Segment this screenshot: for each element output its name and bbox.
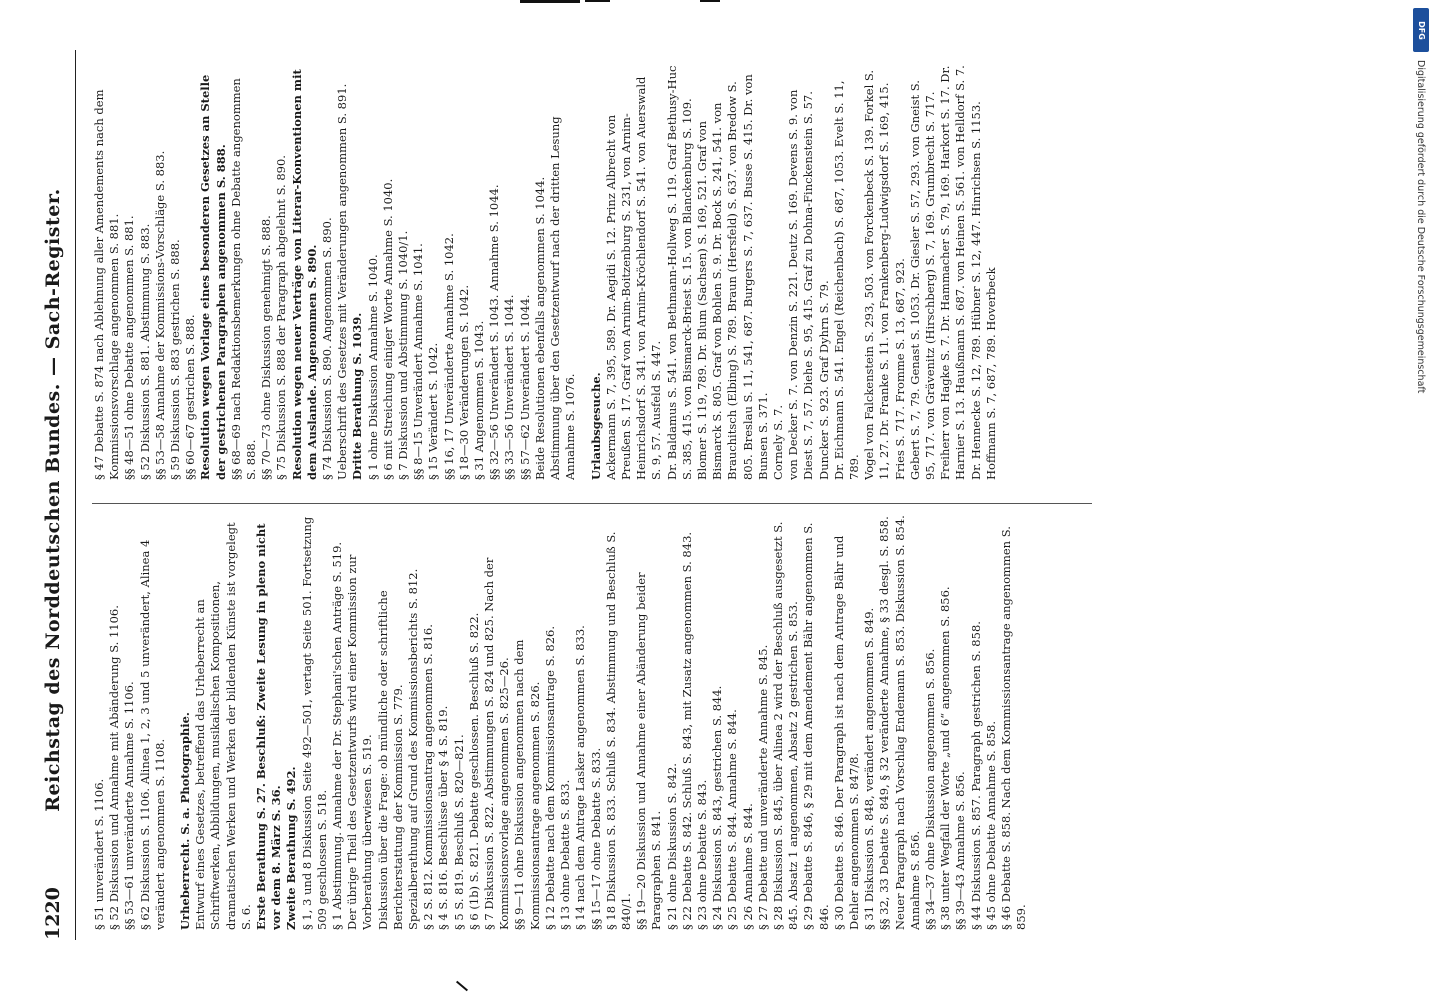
register-entry: § 13 ohne Debatte S. 833. — [558, 779, 573, 930]
register-entry: Ueberschrift des Gesetzes mit Veränderungen angenommen S. 891. — [335, 83, 350, 480]
register-entry: Dritte Berathung S. 1039. — [350, 312, 365, 480]
register-entry: § 21 ohne Diskussion S. 842. — [664, 763, 679, 930]
register-entry: §§ 60—67 gestrichen S. 888. — [183, 314, 198, 480]
register-entry: § 1 Abstimmung. Annahme der Dr. Stephani'schen Anträge S. 519. — [330, 541, 345, 930]
left-column — [92, 515, 1152, 930]
register-entry: Erste Berathung S. 27. Beschluß: Zweite Lesung in pleno nicht vor dem 8. März S. 36. — [254, 523, 284, 930]
register-entry: §§ 32, 33 Debatte S. 849, § 32 veränderte Annahme, § 33 desgl. S. 858. Neuer Paragraph nach Vorschlag Endemann S. 853. Diskussion S. 854. Annahme S. 856. — [877, 515, 922, 930]
register-entry: von Decker S. 7. von Denzin S. 221. Deutz S. 169. Devens S. 9. von Diest S. 7, 57. Diehe S. 95, 415. Graf zu Dohna-Finckenstein S. 57. Duncker S. 923. Graf Dyhrn S. 79. — [786, 89, 831, 480]
register-entry: § 74 Diskussion S. 890. Angenommen S. 890. — [320, 217, 335, 480]
register-entry: §§ 32—56 Unverändert S. 1043. Annahme S. 1044. — [487, 184, 502, 480]
digitization-credit — [1410, 60, 1426, 760]
register-entry: § 15 Verändert S. 1042. — [426, 342, 441, 480]
register-entry — [579, 65, 589, 480]
register-entry: §§ 34—37 ohne Diskussion angenommen S. 856. — [922, 648, 937, 930]
register-entry: §§ 48—51 ohne Debatte angenommen S. 881. — [122, 215, 137, 480]
page-number: 1220 — [42, 887, 64, 940]
register-entry: § 12 Debatte nach dem Kommissionsantrage S. 826. — [542, 626, 557, 930]
register-entry: § 52 Diskussion S. 881. Abstimmung S. 883. — [137, 223, 152, 480]
register-entry: Dr. Baldamus S. 541. von Bethmann-Hollweg S. 119. Graf Bethusy-Huc S. 385, 415. von Bismarck-Briest S. 15. von Blanckenburg S. 109. Blomer S. 119, 789. Dr. Blum (Sachsen) S. 169, 521. Graf von Bismarck S. 805. Graf von Bohlen S. 9. Dr. Bock S. 241, 541. von Brauchitsch (Elbing) S. 789. Braun (Hersfeld) S. 637. von Bredow S. 805. Breslau S. 11, 541, 687. Burgers S. 7, 637. Busse S. 415. Dr. von Bunsen S. 371. — [664, 65, 770, 480]
register-entry: § 47 Debatte S. 874 nach Ablehnung aller Amendements nach dem Kommissionsvorschlage angenommen S. 881. — [92, 89, 122, 480]
register-entry: § 30 Debatte S. 846. Der Paragraph ist nach dem Antrage Bähr und Dehler angenommen S. 847/8. — [831, 535, 861, 930]
register-entry: Vogel von Falckenstein S. 293, 503. von Forckenbeck S. 139. Forkel S. 11, 27. Dr. Franke S. 11. von Frankenberg-Ludwigsdorf S. 169, 415. Fries S. 717. Fromme S. 13, 687, 923. — [862, 69, 907, 480]
register-entry: § 4 S. 816. Beschlüsse über § 4 S. 819. — [436, 705, 451, 930]
register-entry: § 52 Diskussion und Annahme mit Abänderung S. 1106. — [107, 605, 122, 930]
register-entry: § 7 Diskussion S. 822. Abstimmungen S. 824 und 825. Nach der Kommissionsvorlage angenommen S. 825—26. — [482, 557, 512, 930]
register-entry: § 51 unverändert S. 1106. — [92, 778, 106, 930]
register-entry: Cornely S. 7. — [770, 404, 785, 480]
register-entry: §§ 15—17 ohne Debatte S. 833. — [588, 747, 603, 930]
right-column — [92, 65, 1152, 480]
register-entry: Urheberrecht. S. a. Photographie. — [178, 712, 193, 930]
register-entry: Freiherr von Hagke S. 7. Dr. Hammacher S. 79, 169. Harkort S. 17. Dr. Harnier S. 13. Haußmann S. 687. von Heinen S. 561. von Helldorf S. 7. Dr. Hennecke S. 12, 789. Hübner S. 12, 447. Hinrichsen S. 1153. Hoffmann S. 7, 687, 789. Hoverbeck — [938, 65, 998, 480]
dfg-logo: DFG — [1413, 8, 1429, 52]
register-entry — [168, 515, 178, 930]
register-entry: Diskussion über die Frage: ob mündliche oder schriftliche Berichterstattung der Kommission S. 779. — [375, 590, 405, 930]
register-entry: § 24 Diskussion S. 843, gestrichen S. 844. — [710, 685, 725, 930]
register-entry: § 29 Debatte S. 846, § 29 mit dem Amendement Bähr angenommen S. 846. — [801, 522, 831, 930]
register-entry: § 6 mit Streichung einiger Worte Annahme S. 1040. — [380, 178, 395, 480]
register-entry: § 31 Diskussion S. 848, verändert angenommen S. 849. — [862, 607, 877, 930]
register-entry: Gebert S. 7, 79. Genast S. 1053. Dr. Giesler S. 57, 293. von Gneist S. 95, 717. von Grävenitz (Hirschberg) S. 7, 169. Grumbrecht S. 717. — [907, 80, 937, 480]
register-entry: Beide Resolutionen ebenfalls angenommen S. 1044. — [532, 176, 547, 480]
register-entry: §§ 57—62 Unverändert S. 1044. — [517, 294, 532, 480]
scan-artifact — [585, 0, 610, 2]
register-entry: § 62 Diskussion S. 1106. Alinea 1, 2, 3 und 5 unverändert, Alinea 4 verändert angenommen S. 1108. — [137, 539, 167, 930]
register-entry: § 75 Diskussion S. 888 der Paragraph abgelehnt S. 890. — [274, 155, 289, 480]
register-entry: § 22 Debatte S. 842. Schluß S. 843, mit Zusatz angenommen S. 843. — [679, 531, 694, 930]
register-entry: §§ 33—56 Unverändert S. 1044. — [502, 294, 517, 480]
register-entry: §§ 70—73 ohne Diskussion genehmigt S. 888. — [259, 215, 274, 480]
register-entry: § 23 ohne Debatte S. 843. — [694, 779, 709, 930]
running-header — [42, 60, 72, 940]
header-rule — [75, 50, 76, 940]
register-entry: § 2 S. 812. Kommissionsantrag angenommen S. 816. — [421, 624, 436, 930]
credit-text: Digitalisierung gefördert durch die Deutsche Forschungsgemeinschaft — [1415, 60, 1426, 394]
scan-artifact — [520, 0, 580, 3]
register-entry: § 38 unter Wegfall der Worte „und 6“ angenommen S. 856. — [938, 586, 953, 930]
register-entry: §§ 19—20 Diskussion und Annahme einer Abänderung beider Paragraphen S. 841. — [634, 572, 664, 930]
register-entry: §§ 39—43 Annahme S. 856. — [953, 771, 968, 930]
register-entry: Entwurf eines Gesetzes, betreffend das Urheberrecht an Schriftwerken, Abbildungen, musikalischen Kompositionen, dramatischen Werken und Werken der bildenden Künste ist vorgelegt S. 6. — [193, 522, 253, 930]
register-entry: Der übrige Theil des Gesetzentwurfs wird einer Kommission zur Vorberathung überwiesen S. 519. — [345, 554, 375, 930]
register-entry: § 1 ohne Diskussion Annahme S. 1040. — [365, 254, 380, 480]
column-divider — [92, 503, 1092, 504]
page-title: Reichstag des Norddeutschen Bundes. — Sach-Register. — [42, 188, 64, 812]
register-entry: § 1, 3 und 8 Diskussion Seite 492—501, vertagt Seite 501. Fortsetzung 509 geschlossen S. 518. — [299, 516, 329, 930]
register-entry: § 45 ohne Debatte Annahme S. 858. — [983, 721, 998, 930]
register-entry: § 18 Diskussion S. 833. Schluß S. 834. Abstimmung und Beschluß S. 840/1. — [603, 531, 633, 930]
register-entry: § 28 Diskussion S. 845, über Alinea 2 wird der Beschluß ausgesetzt S. 845. Absatz 1 angenommen, Absatz 2 gestrichen S. 853. — [770, 521, 801, 930]
register-entry: §§ 53—61 unveränderte Annahme S. 1106. — [122, 681, 137, 930]
register-entry: § 6 (1b) S. 821. Debatte geschlossen. Beschluß S. 822. — [466, 612, 481, 930]
register-entry: § 46 Debatte S. 858. Nach dem Kommissionsantrage angenommen S. 859. — [998, 526, 1029, 930]
register-entry: §§ 8—15 Unverändert Annahme S. 1041. — [411, 243, 426, 480]
register-entry: § 31 Angenommen S. 1043. — [472, 320, 487, 480]
register-entry: §§ 53—58 Annahme der Kommissions-Vorschläge S. 883. — [152, 150, 167, 480]
register-entry: §§ 16, 17 Unveränderte Annahme S. 1042. — [441, 233, 456, 480]
register-entry: § 18—30 Veränderungen S. 1042. — [456, 284, 471, 480]
scan-artifact — [700, 0, 720, 2]
register-entry: §§ 9—11 ohne Diskussion angenommen nach dem Kommissionsantrage angenommen S. 826. — [512, 639, 542, 930]
register-entry: Resolution wegen neuer Verträge von Literar-Konventionen mit dem Auslande. Angenommen S. 890. — [289, 69, 319, 480]
register-entry: § 27 Debatte und unveränderte Annahme S. 845. — [755, 644, 770, 930]
register-entry: Resolution wegen Vorlage eines besonderen Gesetzes an Stelle der gestrichenen Paragraphen angenommen S. 888. — [198, 74, 228, 480]
register-entry: § 44 Diskussion S. 857. Paragraph gestrichen S. 858. — [968, 621, 983, 930]
register-entry: Abstimmung über den Gesetzentwurf nach der dritten Lesung Annahme S. 1076. — [548, 116, 578, 480]
register-entry: Ackermann S. 7, 395, 589. Dr. Aegidi S. 12. Prinz Albrecht von Preußen S. 17. Graf von Arnim-Boitzenburg S. 231, von Arnim-Heinrichsdorf S. 341. von Arnim-Kröchlendorf S. 541. von Auerswald S. 9, 57. Ausfeld S. 447. — [603, 76, 664, 480]
register-entry: § 7 Diskussion und Abstimmung S. 1040/1. — [396, 230, 411, 480]
register-entry: § 14 nach dem Antrage Lasker angenommen S. 833. — [573, 625, 588, 930]
register-entry: Zweite Berathung S. 492. — [284, 766, 299, 930]
register-entry: §§ 68—69 nach Redaktionsbemerkungen ohne Debatte angenommen S. 888. — [228, 78, 259, 480]
register-entry: Urlaubsgesuche. — [588, 372, 603, 480]
register-entry: § 25 Debatte S. 844. Annahme S. 844. — [725, 709, 740, 930]
register-entry: Spezialberathung auf Grund des Kommissionsberichts S. 812. — [406, 568, 421, 930]
register-entry: § 59 Diskussion S. 883 gestrichen S. 888. — [168, 239, 183, 480]
register-entry: § 5 S. 819. Beschluß S. 820—821. — [451, 734, 466, 930]
register-entry: Dr. Eichmann S. 541. Engel (Reichenbach) S. 687, 1053. Evelt S. 11, 789. — [831, 80, 861, 480]
register-entry: § 26 Annahme S. 844. — [740, 803, 755, 930]
